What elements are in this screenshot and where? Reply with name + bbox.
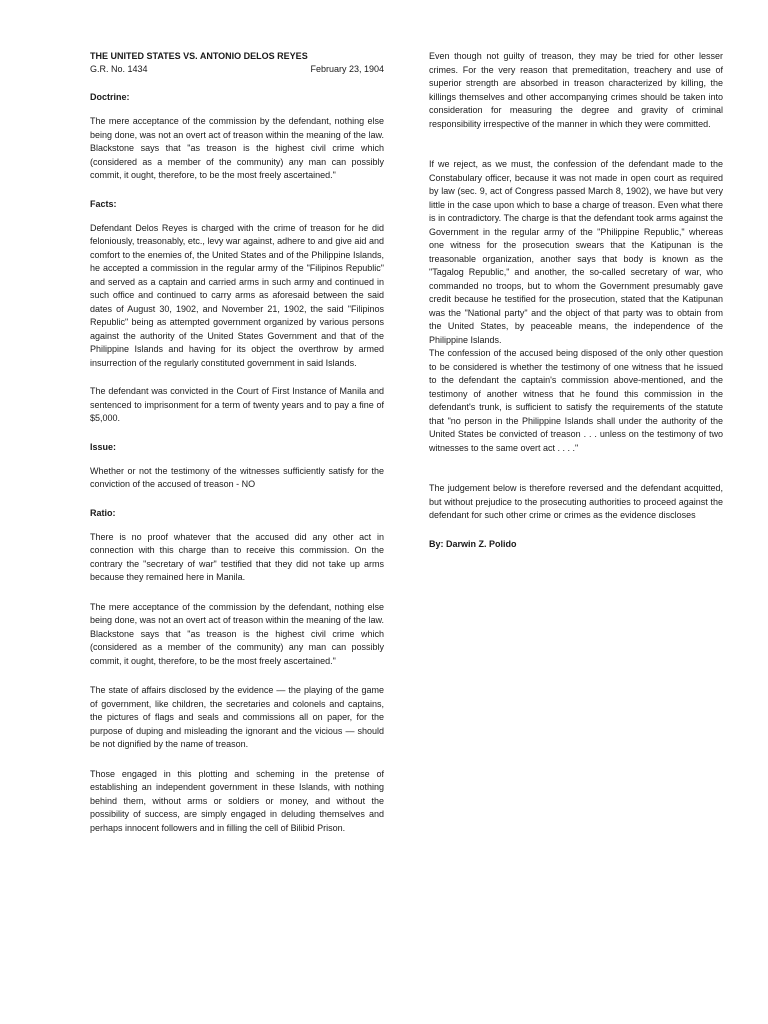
issue-paragraph: Whether or not the testimony of the witnesses sufficiently satisfy for the conviction of the accused of treason - NO xyxy=(90,465,384,489)
testimony-paragraph: The confession of the accused being disposed of the only other question to be considered is whether the testimony of one witness that he issued to the defendant the captain's commission above-mentioned, and the testimony of another witness that he found this commission in the defendant's trunk, is sufficient to satisfy the requirements of the statute that "no person in the Philippine Islands shall under the authority of the United States be convicted of treason . . . unless on the testimony of two witnesses to the same overt act . . . ." xyxy=(429,348,723,453)
ratio-paragraph: There is no proof whatever that the accused did any other act in connection with this charge than to receive this commission. On the contrary the "secretary of war" testified that they did not take up arms because they remained here in Manila. xyxy=(90,531,384,582)
case-date: February 23, 1904 xyxy=(310,64,384,74)
facts-heading: Facts: xyxy=(90,198,117,209)
ratio-paragraph: Those engaged in this plotting and scheming in the pretense of establishing an independent government in these Islands, with nothing behind them, without arms or soldiers or money, and without the possibility of success, are simply engaged in deluding themselves and perhaps innocent followers and in filling the cell of Bilibid Prison. xyxy=(90,768,384,833)
lesser-crimes-paragraph: Even though not guilty of treason, they may be tried for other lesser crimes. For the very reason that premeditation, treachery and use of superior strength are absorbed in treason characterized by killing, the killings themselves and other accompanying crimes should be taken into consideration for measuring the degree and gravity of criminal responsibility irrespective of the manner in which they were committed. xyxy=(429,51,723,129)
judgement-paragraph: The judgement below is therefore reversed and the defendant acquitted, but without prejudice to the prosecuting authorities to proceed against the defendant for such other crime or crimes as the evidence discloses xyxy=(429,483,723,520)
facts-paragraph: The defendant was convicted in the Court of First Instance of Manila and sentenced to imprisonment for a term of twenty years and to pay a fine of $5,000. xyxy=(90,386,384,423)
doctrine-paragraph: The mere acceptance of the commission by the defendant, nothing else being done, was not an overt act of treason within the meaning of the law. Blackstone says that "as treason is the highest civil crime which (considered as a member of the community) any man can possibly commit, it ought, therefore, to be the most freely ascertained." xyxy=(90,116,384,180)
confession-paragraph: If we reject, as we must, the confession of the defendant made to the Constabulary officer, because it was not made in open court as required by law (sec. 9, act of Congress passed March 8, 1902), we have but very little in the case upon which to base a charge of treason. Even what there is in contradictory. The charge is that the defendant took arms against the Government in the regular army of the "Philippine Republic," whereas one witness for the prosecution swears that the Katipunan is the treasonable organization, another says that body is known as the "Tagalog Republic," and another, the so-called secretary of war, who commanded no troops, but to whom the Government presumably gave credit because he testified for the prosecution, stated that the Katipunan was the "National party" and the object of that party was to obtain from the United States, by peaceable means, the independence of the Philippine Islands. xyxy=(429,159,723,345)
ratio-paragraph: The state of affairs disclosed by the evidence — the playing of the game of government, like children, the secretaries and colonels and captains, the pictures of flags and seals and commissions all on paper, for the purpose of duping and misleading the ignorant and the vicious — should be not dignified by the name of treason. xyxy=(90,685,384,749)
issue-heading: Issue: xyxy=(90,441,117,452)
doctrine-heading: Doctrine: xyxy=(90,92,130,102)
left-column xyxy=(90,50,384,835)
right-column xyxy=(429,50,723,551)
ratio-heading: Ratio: xyxy=(90,507,116,518)
ratio-paragraph: The mere acceptance of the commission by the defendant, nothing else being done, was not an overt act of treason within the meaning of the law. Blackstone says that "as treason is the highest civil crime which (considered as a member of the community) any man can possibly commit, it ought, therefore, to be the most freely ascertained." xyxy=(90,601,384,666)
case-meta-row xyxy=(90,63,384,76)
case-title: THE UNITED STATES VS. ANTONIO DELOS REYES xyxy=(90,51,308,61)
case-number: G.R. No. 1434 xyxy=(90,64,148,74)
facts-paragraph: Defendant Delos Reyes is charged with the crime of treason for he did feloniously, treasonably, etc., levy war against, adhere to and give aid and comfort to the enemies of, the United States and of the Philippine Islands, he accepted a commission in the regular army of the "Filipinos Republic" and served as a captain and carried arms in such army and continued in such office and continued to carry arms as aforesaid between the said dates of August 30, 1902, and November 21, 1902, the said "Filipinos Republic" being as attempted government organized by various persons against the authority of the United States Government and that of the Philippine Islands and having for its object the overthrow by armed insurrection of the regularly constituted government in said Islands. xyxy=(90,222,384,368)
author-byline: By: Darwin Z. Polido xyxy=(429,538,517,549)
